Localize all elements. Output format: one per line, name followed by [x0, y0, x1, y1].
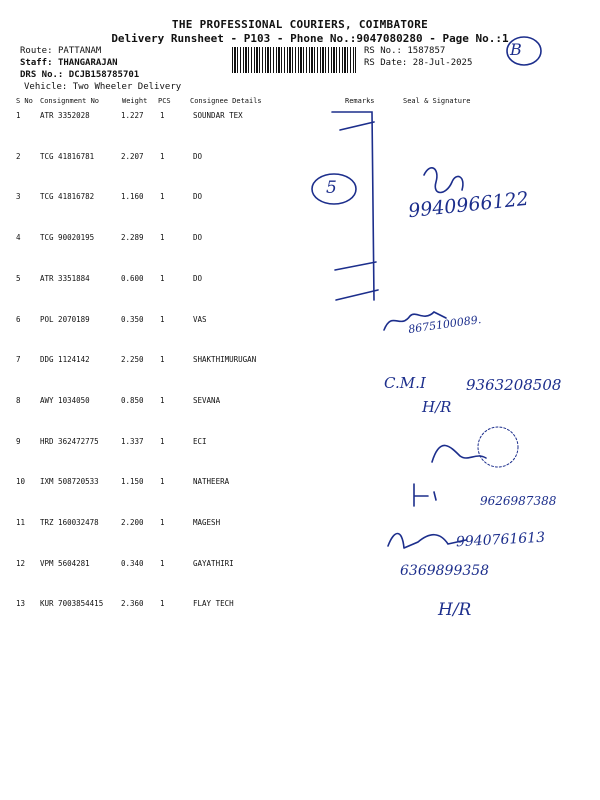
circled-letter: B [510, 40, 522, 59]
handwritten-hr-2: H/R [438, 600, 472, 620]
circled-count: 5 [326, 178, 337, 198]
cell-weight: 0.600 [121, 274, 144, 283]
col-pcs: PCS [158, 97, 171, 105]
cell-weight: 2.207 [121, 152, 144, 161]
tick-mark [335, 262, 376, 270]
cell-consignee: FLAY TECH [193, 599, 234, 608]
cell-consignee: ECI [193, 437, 207, 446]
staff-label: Staff: [20, 58, 53, 68]
cell-sno: 3 [16, 192, 21, 201]
cell-consignment: HRD 362472775 [40, 437, 99, 446]
cell-consignment: VPM 5604281 [40, 559, 90, 568]
col-remarks: Remarks [345, 97, 375, 105]
rs-date-value: 28-Jul-2025 [412, 58, 473, 68]
col-consignee: Consignee Details [190, 97, 262, 105]
seal-stamp [478, 427, 518, 467]
cell-consignee: SHAKTHIMURUGAN [193, 355, 257, 364]
cell-pcs: 1 [160, 192, 165, 201]
cell-weight: 2.200 [121, 518, 144, 527]
cell-weight: 2.289 [121, 233, 144, 242]
rs-no-label: RS No.: [364, 46, 402, 56]
cell-pcs: 1 [160, 477, 165, 486]
route-value: PATTANAM [57, 46, 102, 56]
runsheet-subtitle: Delivery Runsheet - P103 - Phone No.:9047080280 - Page No.:1 [111, 32, 509, 45]
cell-consignee: DO [193, 152, 203, 161]
cell-sno: 1 [16, 111, 21, 120]
cell-pcs: 1 [160, 152, 165, 161]
cell-pcs: 1 [160, 396, 165, 405]
cell-sno: 10 [16, 477, 26, 486]
cell-consignment: DDG 1124142 [40, 355, 90, 364]
rs-no-value: 1587857 [407, 46, 446, 56]
handwritten-phone-6: 6369899358 [400, 563, 490, 579]
rs-date-label: RS Date: [364, 58, 408, 68]
cell-pcs: 1 [160, 355, 165, 364]
cell-consignment: POL 2070189 [40, 315, 90, 324]
cell-weight: 2.360 [121, 599, 144, 608]
cell-sno: 11 [16, 518, 26, 527]
cell-consignment: TRZ 160032478 [40, 518, 99, 527]
cell-sno: 2 [16, 152, 21, 161]
cell-weight: 0.850 [121, 396, 144, 405]
cell-consignment: TCG 41816782 [40, 192, 95, 201]
signature-1 [424, 168, 463, 193]
cell-consignee: MAGESH [193, 518, 221, 527]
cell-consignee: VAS [193, 315, 207, 324]
cell-pcs: 1 [160, 559, 165, 568]
signature-5 [388, 534, 466, 549]
col-sno: S No [16, 97, 33, 105]
drs-value: DCJB158785701 [68, 70, 140, 80]
cell-consignment: AWY 1034050 [40, 396, 90, 405]
cell-pcs: 1 [160, 233, 165, 242]
signature-4 [414, 484, 436, 506]
vehicle-value: Two Wheeler Delivery [72, 82, 182, 92]
bracket-mark [332, 112, 374, 300]
cell-sno: 9 [16, 437, 21, 446]
cell-weight: 1.337 [121, 437, 144, 446]
col-seal: Seal & Signature [403, 97, 471, 105]
cell-weight: 2.250 [121, 355, 144, 364]
cell-consignment: TCG 41816781 [40, 152, 95, 161]
staff-value: THANGARAJAN [57, 58, 118, 68]
cell-sno: 4 [16, 233, 21, 242]
cell-consignment: KUR 7003854415 [40, 599, 104, 608]
tick-mark [336, 290, 378, 300]
cell-sno: 6 [16, 315, 21, 324]
cell-consignment: ATR 3351884 [40, 274, 90, 283]
drs-label: DRS No.: [20, 70, 64, 80]
cell-consignee: SEVANA [193, 396, 221, 405]
cell-consignee: GAYATHIRI [193, 559, 234, 568]
route-label: Route: [20, 46, 53, 56]
cell-sno: 12 [16, 559, 26, 568]
cell-consignment: IXM 508720533 [40, 477, 99, 486]
handwritten-hr-1: H/R [422, 398, 452, 416]
cell-pcs: 1 [160, 315, 165, 324]
cell-consignee: DO [193, 192, 203, 201]
cell-consignee: DO [193, 233, 203, 242]
cell-pcs: 1 [160, 274, 165, 283]
handwritten-phone-3: 9363208508 [466, 376, 562, 394]
cell-weight: 1.160 [121, 192, 144, 201]
cell-weight: 0.340 [121, 559, 144, 568]
cell-pcs: 1 [160, 437, 165, 446]
handwritten-phone-4: 9626987388 [480, 494, 557, 508]
tick-mark [340, 122, 374, 130]
cell-pcs: 1 [160, 518, 165, 527]
cell-sno: 8 [16, 396, 21, 405]
col-weight: Weight [122, 97, 148, 105]
col-consignment: Consignment No [40, 97, 100, 105]
cell-pcs: 1 [160, 111, 165, 120]
cell-consignment: ATR 3352028 [40, 111, 90, 120]
cell-weight: 1.227 [121, 111, 144, 120]
cell-consignee: NATHEERA [193, 477, 230, 486]
handwritten-phone-1: 9940966122 [407, 187, 530, 223]
cell-weight: 1.150 [121, 477, 144, 486]
handwritten-phone-5: 9940761613 [455, 529, 546, 551]
company-title: THE PROFESSIONAL COURIERS, COIMBATORE [171, 18, 429, 31]
handwritten-note-row7: C.M.I [384, 374, 426, 392]
cell-consignee: SOUNDAR TEX [193, 111, 243, 120]
cell-weight: 0.350 [121, 315, 144, 324]
cell-sno: 7 [16, 355, 21, 364]
handwritten-phone-2: 8675100089. [407, 312, 483, 337]
cell-sno: 5 [16, 274, 21, 283]
vehicle-label: Vehicle: [24, 82, 68, 92]
cell-consignee: DO [193, 274, 203, 283]
cell-pcs: 1 [160, 599, 165, 608]
cell-consignment: TCG 90020195 [40, 233, 95, 242]
cell-sno: 13 [16, 599, 26, 608]
